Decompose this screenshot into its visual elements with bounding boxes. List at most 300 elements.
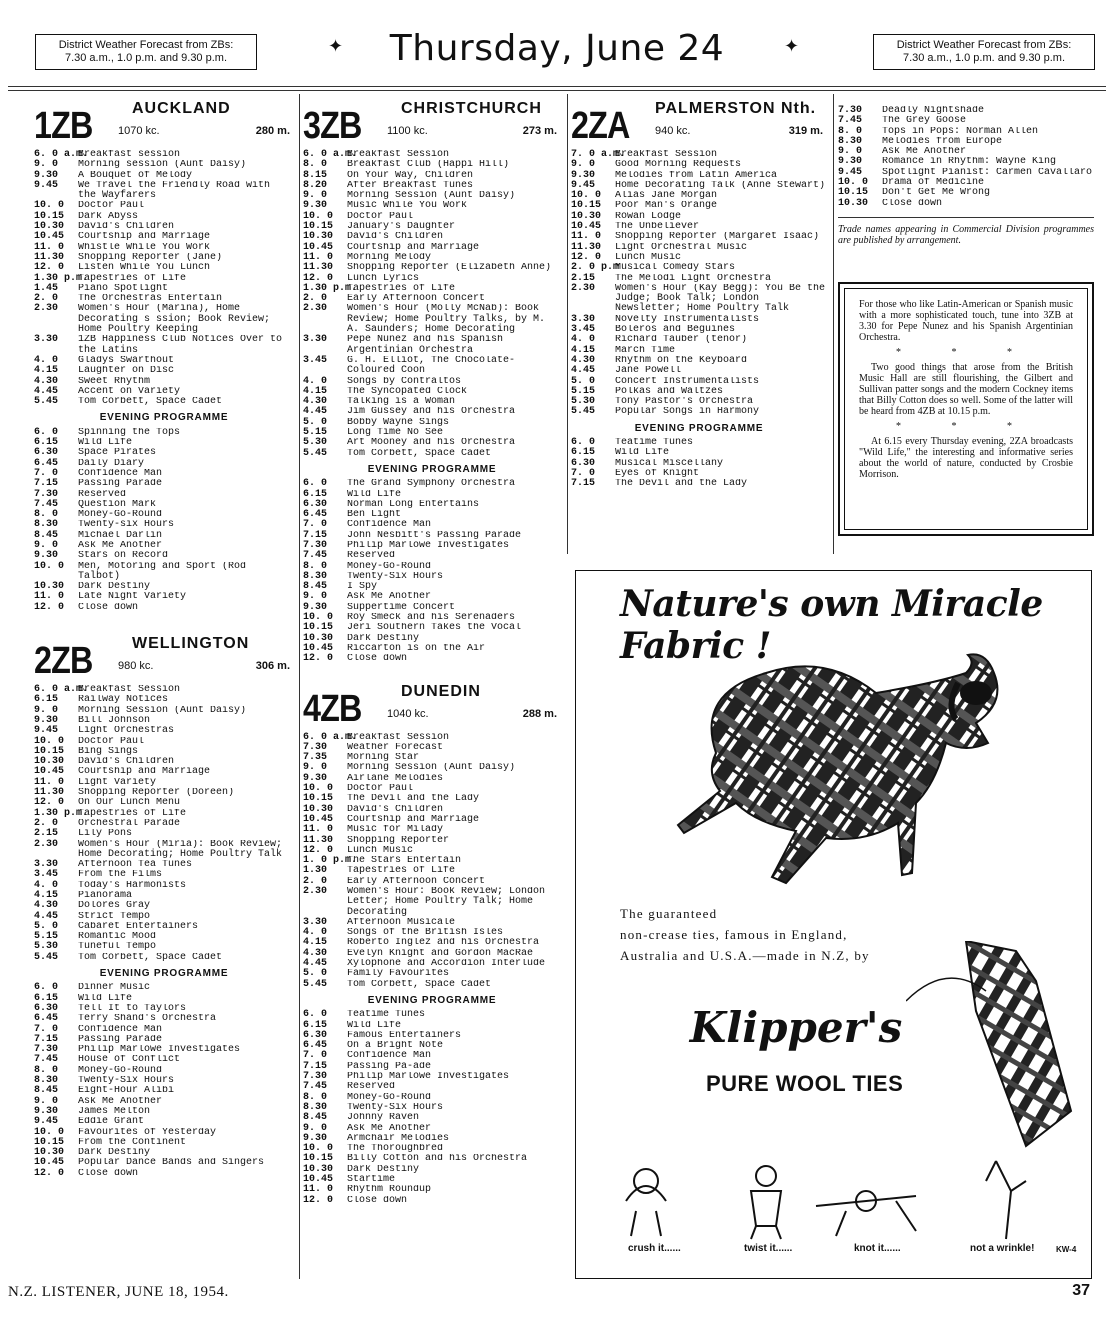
- programme-row: [303, 1175, 561, 1185]
- programme-title: Bill Johnson: [78, 715, 151, 726]
- programme-row: [303, 1154, 561, 1164]
- programme-row: [34, 562, 294, 583]
- programme-time: 2.30: [34, 838, 59, 850]
- programme-time: 8.30: [303, 1101, 328, 1113]
- programme-row: [34, 778, 294, 788]
- weather-forecast-box-right: [873, 34, 1095, 70]
- programme-row: [571, 469, 827, 479]
- programme-time: 11.30: [571, 241, 602, 253]
- programme-time: 10.45: [34, 766, 65, 778]
- programme-title: The Syncopated Clock: [347, 386, 468, 397]
- programme-list-1zb-evening: [34, 428, 294, 613]
- programme-time: 12. 0: [34, 797, 65, 809]
- programme-time: 10.15: [34, 210, 65, 222]
- programme-row: [303, 171, 561, 181]
- programme-title: Lunch Music: [347, 845, 414, 856]
- programme-title: Strict Tempo: [78, 911, 151, 922]
- programme-row: [303, 377, 561, 387]
- programme-time: 6. 0: [34, 426, 59, 438]
- programme-title: Breakfast session: [78, 150, 181, 160]
- programme-time: 9. 0: [303, 762, 328, 774]
- programme-time: 8.45: [34, 1085, 59, 1097]
- programme-title: Morning Star: [347, 753, 420, 764]
- programme-row: [34, 253, 294, 263]
- programme-time: 10.30: [34, 221, 65, 233]
- programme-row: [34, 1086, 294, 1096]
- programme-row: [34, 232, 294, 242]
- programme-time: 11.30: [34, 787, 65, 799]
- programme-title: Shopping Reporter (Jane): [78, 252, 223, 263]
- forecast-times: 7.30 a.m., 1.0 p.m. and 9.30 p.m.: [902, 52, 1066, 64]
- programme-row: [838, 106, 1094, 116]
- programme-title: Courtship and Marriage: [78, 232, 211, 243]
- programme-time: 10. 0: [303, 1143, 334, 1155]
- programme-title: Courtship and Marriage: [347, 814, 480, 825]
- programme-row: [303, 1103, 561, 1113]
- programme-time: 5. 0: [34, 920, 59, 932]
- programme-title: Don't Get Me Wrong: [882, 188, 991, 199]
- programme-time: 6.30: [34, 1002, 59, 1014]
- header-rule: [8, 86, 1106, 87]
- programme-title: Philip Marlowe Investigates: [347, 540, 510, 551]
- programme-title: Concert Instrumentalists: [615, 376, 760, 387]
- programme-time: 10.45: [303, 813, 334, 825]
- programme-time: 1.30 p.m.: [34, 272, 89, 284]
- programme-row: [34, 1128, 294, 1138]
- programme-row: [34, 459, 294, 469]
- programme-time: 2.30: [34, 303, 59, 315]
- programme-title: Pianorama: [78, 891, 133, 901]
- programme-time: 10. 0: [34, 560, 65, 572]
- station-call-sign: 2ZB: [34, 640, 93, 683]
- programme-row: [34, 150, 294, 160]
- column-palmerston-continued: [838, 106, 1094, 246]
- programme-row: [34, 479, 294, 489]
- programme-time: 5.15: [34, 931, 59, 943]
- programme-title: Morning session (Aunt Daisy): [78, 160, 247, 171]
- programme-row: [303, 1041, 561, 1051]
- programme-time: 7.15: [571, 478, 596, 490]
- programme-row: [571, 356, 827, 366]
- programme-title: Weather Forecast: [347, 742, 444, 753]
- programme-title: Close down: [882, 198, 943, 209]
- programme-title: The Devil and the Lady: [347, 794, 480, 805]
- programme-row: [571, 366, 827, 376]
- programme-title: Doctor Paul: [347, 784, 414, 795]
- programme-title: Confidence Man: [347, 1051, 432, 1062]
- programme-title: Money-Go-Round: [78, 510, 163, 521]
- programme-row: [571, 181, 827, 191]
- programme-time: 6. 0: [303, 478, 328, 490]
- programme-time: 5.45: [303, 447, 328, 459]
- programme-time: 5.15: [303, 427, 328, 439]
- programme-row: [571, 201, 827, 211]
- programme-title: After Breakfast Tunes: [347, 180, 474, 191]
- programme-row: [303, 1134, 561, 1144]
- programme-title: Cabaret Entertainers: [78, 921, 199, 932]
- programme-title: Shopping Reporter (Doreen): [78, 788, 235, 799]
- programme-time: 11.30: [34, 251, 65, 263]
- caption-twist: twist it......: [744, 1243, 793, 1254]
- programme-title: Airlane Melodies: [347, 773, 444, 784]
- programme-title: Eyes of Knight: [615, 468, 700, 479]
- programme-time: 9. 0: [34, 704, 59, 716]
- ad-headline: Nature's own Miracle Fabric !: [620, 583, 1043, 667]
- programme-row: [34, 767, 294, 777]
- tie-advertisement: [575, 570, 1092, 1279]
- programme-time: 10.30: [838, 197, 869, 209]
- programme-time: 9.30: [838, 156, 863, 168]
- programme-list-4zb-day: [303, 733, 561, 990]
- programme-row: [303, 541, 561, 551]
- programme-title: Spinning the Tops: [78, 427, 181, 438]
- programme-row: [303, 753, 561, 763]
- programme-time: 6. 0 a.m.: [34, 684, 89, 696]
- programme-title: Pepe Nunez and his Spanish Argentinian Orchestra: [347, 335, 504, 356]
- evening-programme-heading: EVENING PROGRAMME: [99, 968, 229, 980]
- programme-list-3zb-day: [303, 150, 561, 459]
- programme-time: 7.30: [303, 539, 328, 551]
- programme-row: [34, 840, 294, 861]
- programme-row: [34, 737, 294, 747]
- programme-title: Romantic Mood: [78, 932, 157, 943]
- programme-row: [303, 623, 561, 633]
- programme-row: [34, 397, 294, 407]
- programme-row: [34, 1045, 294, 1055]
- programme-title: Armchair Melodies: [347, 1133, 450, 1144]
- programme-title: Light Orchestral Music: [615, 242, 748, 253]
- programme-title: Dark Abyss: [78, 211, 139, 222]
- programme-title: Morning Session (Aunt Daisy): [78, 705, 247, 716]
- programme-title: Close down: [78, 1168, 139, 1179]
- programme-time: 10.15: [303, 793, 334, 805]
- programme-time: 4.45: [34, 910, 59, 922]
- programme-title: Twenty-Six Hours: [78, 1076, 175, 1087]
- programme-row: [303, 1124, 561, 1134]
- programme-title: Rowan Lodge: [615, 211, 682, 222]
- programme-time: 7. 0: [303, 1050, 328, 1062]
- programme-title: Music for Milady: [347, 825, 444, 836]
- programme-title: Tom Corbett, Space Cadet: [78, 952, 223, 963]
- programme-title: Whistle While You Work: [78, 242, 211, 253]
- programme-time: 6.30: [34, 447, 59, 459]
- programme-time: 9.30: [303, 200, 328, 212]
- programme-title: Richard Tauber (tenor): [615, 335, 748, 346]
- programme-title: Bobby Wayne Sings: [347, 417, 450, 428]
- programme-row: [34, 716, 294, 726]
- programme-row: [34, 469, 294, 479]
- programme-time: 11. 0: [303, 1184, 334, 1196]
- programme-title: Music While You Work: [347, 201, 468, 212]
- programme-title: Roberto Inglez and his Orchestra: [347, 938, 540, 949]
- programme-row: [571, 284, 827, 315]
- programme-time: 12. 0: [571, 251, 602, 263]
- programme-time: 10. 0: [303, 783, 334, 795]
- programme-row: [303, 654, 561, 664]
- programme-title: Shopping Reporter (Elizabeth Anne): [347, 263, 552, 274]
- programme-time: 7.30: [303, 741, 328, 753]
- programme-row: [838, 137, 1094, 147]
- programme-title: Reserved: [347, 551, 396, 562]
- programme-title: Wild Life: [347, 1020, 402, 1031]
- programme-title: On Your Way, Children: [347, 170, 474, 181]
- station-header-4zb: [303, 682, 561, 733]
- programme-title: Railway Notices: [78, 695, 169, 706]
- programme-row: [571, 397, 827, 407]
- programme-title: Songs of the British Isles: [347, 928, 504, 939]
- programme-row: [34, 212, 294, 222]
- programme-title: David's Children: [78, 222, 175, 233]
- programme-title: Reserved: [347, 1082, 396, 1093]
- diamond-icon: ✦: [784, 36, 800, 56]
- programme-title: Musical Comedy Stars: [615, 263, 736, 274]
- programme-time: 8. 0: [838, 125, 863, 137]
- programme-title: Poor Man's Orange: [615, 201, 718, 212]
- programme-title: Twenty-six Hours: [78, 520, 175, 531]
- programme-time: 9.30: [34, 1105, 59, 1117]
- forecast-times: 7.30 a.m., 1.0 p.m. and 9.30 p.m.: [64, 52, 228, 64]
- programme-row: [571, 212, 827, 222]
- programme-time: 11. 0: [303, 251, 334, 263]
- programme-title: March Time: [615, 345, 676, 356]
- programme-time: 2. 0 p.m: [571, 262, 620, 274]
- programme-title: Tom Corbett, Space Cadet: [78, 397, 223, 408]
- station-header-2za: [571, 100, 827, 150]
- station-header-1zb: [34, 100, 294, 150]
- programme-row: [571, 315, 827, 325]
- programme-time: 5.30: [303, 437, 328, 449]
- programme-row: [303, 1196, 561, 1206]
- programme-row: [34, 983, 294, 993]
- programme-title: Courtship and Marriage: [78, 767, 211, 778]
- programme-row: [303, 397, 561, 407]
- programme-title: Drama of Medicine: [882, 178, 985, 189]
- programme-title: Women's Hour (Kay Begg): You Be the Judge; Book Talk; London Newsletter; Home Poultry Talk: [615, 283, 826, 315]
- programme-title: Afternoon Tea Tunes: [78, 860, 193, 871]
- programme-time: 11. 0: [571, 231, 602, 243]
- programme-title: Breakfast Session: [347, 732, 450, 743]
- programme-time: 6.15: [303, 488, 328, 500]
- programme-time: 4.15: [303, 937, 328, 949]
- programme-list-4zb-evening: [303, 1010, 561, 1206]
- programme-title: Afternoon Musicale: [347, 917, 456, 928]
- station-city: PALMERSTON Nth.: [655, 100, 817, 117]
- programme-title: The Thoroughbred: [347, 1144, 444, 1155]
- programme-time: 10.45: [34, 231, 65, 243]
- programme-row: [34, 788, 294, 798]
- programme-time: 6.45: [303, 1040, 328, 1052]
- programme-time: 7. 0: [571, 467, 596, 479]
- programme-row: [34, 222, 294, 232]
- programme-time: 9. 0: [303, 591, 328, 603]
- programme-row: [838, 157, 1094, 167]
- programme-title: Musical Miscellany: [615, 458, 724, 469]
- programme-title: Tops in Pops: Norman Allen: [882, 126, 1039, 137]
- programme-title: Tell It to Taylors: [78, 1003, 187, 1014]
- product-name: PURE WOOL TIES: [706, 1071, 904, 1096]
- programme-row: [34, 757, 294, 767]
- programme-title: Gladys Swarthout: [78, 355, 175, 366]
- programme-row: [303, 613, 561, 623]
- programme-time: 2.30: [303, 886, 328, 897]
- programme-time: 5.15: [571, 385, 596, 397]
- programme-title: Tapestries of Life: [78, 808, 187, 819]
- programme-title: Twenty-Six Hours: [347, 571, 444, 582]
- programme-time: 10.15: [303, 622, 334, 634]
- programme-title: Rhythm on the Keyboard: [615, 355, 748, 366]
- programme-title: Good Morning Requests: [615, 160, 742, 171]
- programme-row: [34, 1004, 294, 1014]
- programme-time: 4.45: [303, 406, 328, 418]
- programme-row: [571, 191, 827, 201]
- programme-row: [303, 1113, 561, 1123]
- programme-row: [303, 959, 561, 969]
- promo-separator: * * *: [896, 347, 1036, 358]
- programme-title: Courtship and Marriage: [347, 242, 480, 253]
- programme-time: 5.45: [571, 406, 596, 418]
- programme-title: Stars on Record: [78, 551, 169, 562]
- programme-row: [303, 510, 561, 520]
- programme-time: 10. 0: [34, 735, 65, 747]
- programme-time: 2.30: [571, 282, 596, 294]
- programme-title: Dark Destiny: [347, 1164, 420, 1175]
- programme-title: Close down: [347, 1195, 408, 1206]
- programme-title: Light Orchestras: [78, 726, 175, 737]
- station-call-sign: 4ZB: [303, 687, 362, 730]
- station-call-sign: 1ZB: [34, 105, 93, 147]
- programme-row: [303, 794, 561, 804]
- station-wavelength: 273 m.: [522, 125, 557, 137]
- programme-row: [303, 253, 561, 263]
- programme-title: James Melton: [78, 1106, 151, 1117]
- programme-title: Passing Parade: [78, 1034, 163, 1045]
- station-wavelength: 288 m.: [522, 707, 557, 720]
- programme-title: From the Films: [78, 870, 163, 881]
- programme-row: [34, 171, 294, 181]
- programme-title: Roy Smeck and his Serenaders: [347, 613, 516, 624]
- programme-time: 9. 0: [34, 1095, 59, 1107]
- programme-title: Money-Go-Round: [347, 1092, 432, 1103]
- programme-list-1zb-day: [34, 150, 294, 407]
- programme-title: I Spy: [347, 582, 378, 593]
- programme-title: Long Time No See: [347, 428, 444, 439]
- station-header-2zb: [34, 635, 294, 685]
- programme-title: Close down: [78, 602, 139, 613]
- programme-title: Popular Songs in Harmony: [615, 407, 760, 418]
- evening-programme-heading: EVENING PROGRAMME: [634, 422, 764, 434]
- programme-row: [34, 377, 294, 387]
- programme-row: [34, 901, 294, 911]
- programme-row: [34, 428, 294, 438]
- programme-title: Wild Life: [78, 438, 133, 449]
- programme-time: 10.30: [303, 231, 334, 243]
- programme-row: [303, 763, 561, 773]
- programme-time: 10.15: [303, 221, 334, 233]
- programme-title: Xylophone and Accordion Interlude: [347, 959, 546, 970]
- programme-title: David's Children: [347, 804, 444, 815]
- station-call-sign: 2ZA: [571, 105, 630, 147]
- programme-title: House of Conflict: [78, 1055, 181, 1066]
- programme-time: 12. 0: [303, 1194, 334, 1206]
- station-header-3zb: [303, 100, 561, 150]
- station-frequency: 1040 kc.: [387, 707, 429, 720]
- programme-time: 8. 0: [303, 1091, 328, 1103]
- programme-time: 10.15: [34, 745, 65, 757]
- programme-time: 10.45: [303, 241, 334, 253]
- programme-title: Accent on Variety: [78, 386, 181, 397]
- programme-title: January's Daughter: [347, 222, 456, 233]
- programme-row: [303, 201, 561, 211]
- programme-time: 9.30: [303, 772, 328, 784]
- programme-title: Passing Pa-ade: [347, 1061, 432, 1072]
- programme-time: 10.30: [303, 803, 334, 815]
- programme-title: Light Variety: [78, 777, 157, 788]
- programme-row: [303, 1031, 561, 1041]
- programme-title: Late Night Variety: [78, 592, 187, 603]
- programme-row: [838, 116, 1094, 126]
- programme-time: 5. 0: [303, 968, 328, 980]
- column-divider: [833, 94, 834, 554]
- programme-title: Home Decorating Talk (Anne Stewart): [615, 180, 826, 191]
- programme-title: Teatime Tunes: [615, 438, 694, 449]
- programme-time: 6. 0: [34, 982, 59, 994]
- programme-title: Rhythm Roundup: [347, 1185, 432, 1196]
- programme-time: 4.15: [571, 344, 596, 356]
- programme-time: 9. 0: [838, 146, 863, 158]
- programme-row: [303, 1165, 561, 1175]
- programme-time: 6. 0 a.m.: [303, 731, 358, 743]
- header-rule: [8, 90, 1106, 91]
- programme-row: [303, 949, 561, 959]
- programme-title: Bing Sings: [78, 746, 139, 757]
- programme-time: 10.15: [34, 1136, 65, 1148]
- programme-time: 7.30: [34, 1044, 59, 1056]
- programme-row: [303, 1093, 561, 1103]
- programme-title: Shopping Reporter: [347, 835, 450, 846]
- programme-title: Confidence Man: [347, 520, 432, 531]
- programme-row: [303, 212, 561, 222]
- programme-row: [303, 969, 561, 979]
- programme-row: [303, 160, 561, 170]
- programme-title: Tuneful Tempo: [78, 942, 157, 953]
- programme-time: 12. 0: [303, 844, 334, 856]
- programme-row: [34, 520, 294, 530]
- programme-row: [303, 1072, 561, 1082]
- programme-time: 8.30: [303, 570, 328, 582]
- programme-title: Today's Harmonists: [78, 880, 187, 891]
- diamond-icon: ✦: [328, 36, 344, 56]
- programme-row: [303, 928, 561, 938]
- programme-time: 10.30: [303, 632, 334, 644]
- programme-time: 4.45: [303, 958, 328, 970]
- programme-time: 8. 0: [303, 560, 328, 572]
- programme-time: 7.15: [303, 529, 328, 541]
- programme-time: 12. 0: [34, 1167, 65, 1179]
- programme-title: Norman Long Entertains: [347, 499, 480, 510]
- programme-row: [303, 294, 561, 304]
- programme-time: 4. 0: [34, 879, 59, 891]
- programme-title: Jim Gussey and his Orchestra: [347, 407, 516, 418]
- programme-time: 2. 0: [34, 817, 59, 829]
- station-frequency: 1070 kc.: [118, 125, 160, 137]
- programme-row: [303, 520, 561, 530]
- programme-time: 9.45: [34, 725, 59, 737]
- ad-copy: [620, 903, 870, 966]
- programme-row: [34, 490, 294, 500]
- programme-row: [34, 1117, 294, 1127]
- ad-copy-line: Australia and U.S.A.—made in N.Z, by: [620, 948, 870, 963]
- programme-time: 9.45: [838, 166, 863, 178]
